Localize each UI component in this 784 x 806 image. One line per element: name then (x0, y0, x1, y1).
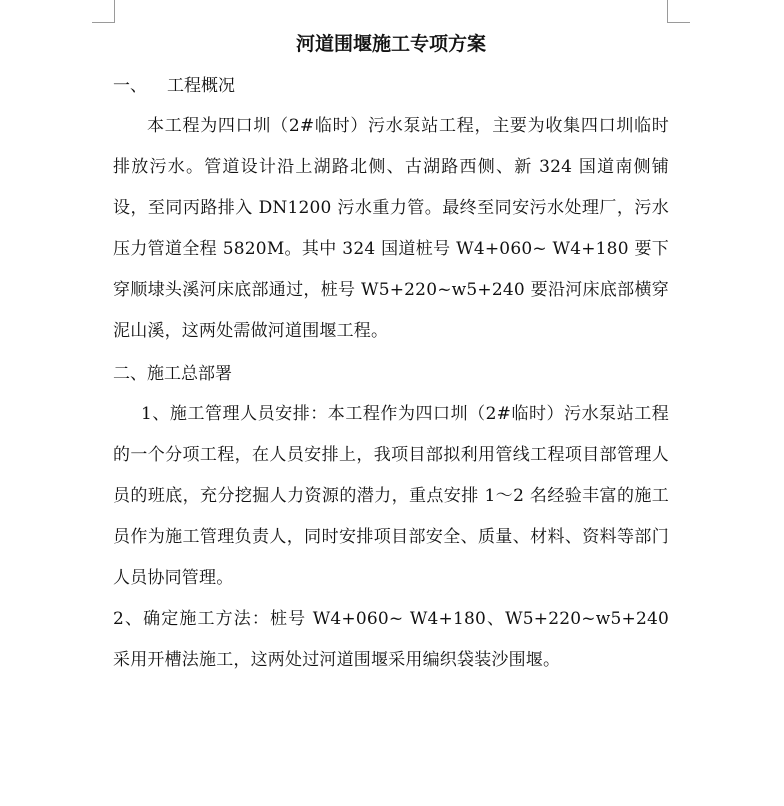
section-2-item-1: 1、施工管理人员安排：本工程作为四口圳（2#临时）污水泵站工程的一个分项工程，在人员安排上，我项目部拟利用管线工程项目部管理人员的班底，充分挖掘人力资源的潜力，重点安排 1～2 名经验丰富的施工员作为施工管理负责人，同时安排项目部安全、质量、材料、资料等部门人员协同管理。 (113, 404, 669, 588)
section-2-heading: 二、施工总部署 (113, 364, 232, 384)
section-1-heading-text: 工程概况 (167, 76, 235, 96)
page-corner-mark-top-right (667, 0, 690, 23)
section-1-number: 一、 (113, 76, 147, 96)
section-1-heading (113, 66, 669, 106)
page-corner-mark-top-left (92, 0, 115, 23)
document-body (113, 28, 669, 681)
document-title: 河道围堰施工专项方案 (295, 33, 486, 55)
section-1-paragraph: 本工程为四口圳（2#临时）污水泵站工程，主要为收集四口圳临时排放污水。管道设计沿上湖路北侧、古湖路西侧、新 324 国道南侧铺设，至同丙路排入 DN1200 污水重力管。最终至同安污水处理厂，污水压力管道全程 5820M。其中 324 国道桩号 W4+060~ W4+180 要下穿顺埭头溪河床底部通过，桩号 W5+220~w5+240 要沿河床底部横穿泥山溪，这两处需做河道围堰工程。 (113, 116, 669, 341)
section-2-item-2: 2、确定施工方法：桩号 W4+060~ W4+180、W5+220~w5+240 采用开槽法施工，这两处过河道围堰采用编织袋装沙围堰。 (113, 609, 669, 670)
